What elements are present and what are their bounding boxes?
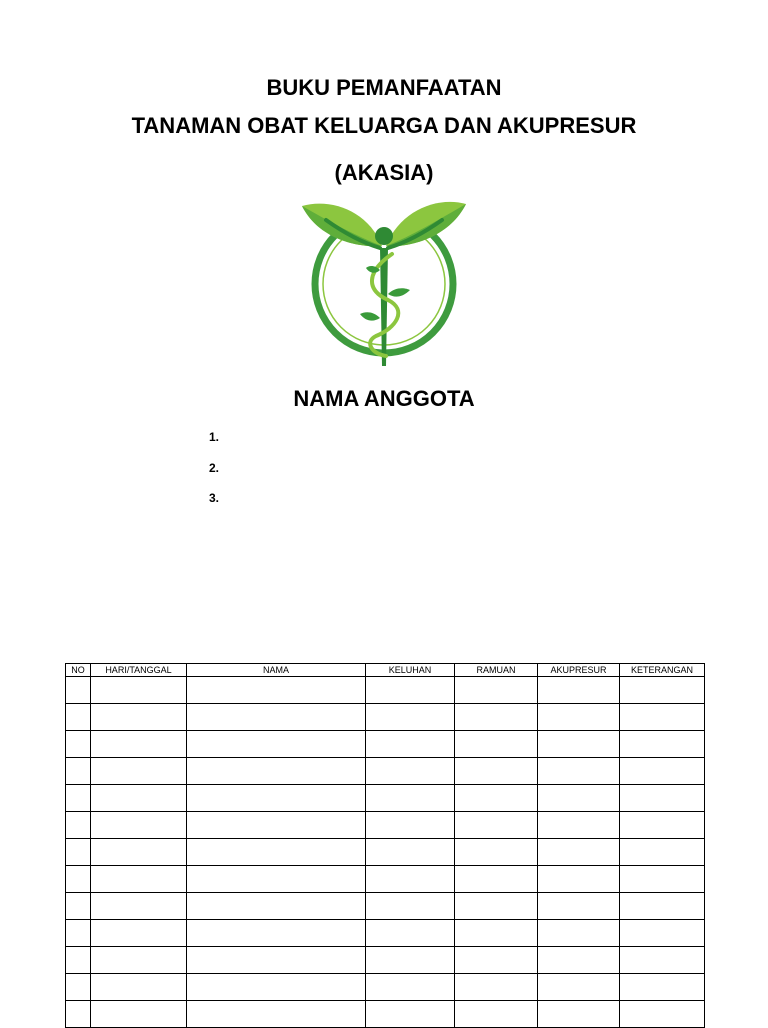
- table-cell: [91, 839, 187, 866]
- table-header-row: [66, 664, 705, 677]
- table-cell: [187, 1001, 366, 1028]
- table-cell: [455, 704, 538, 731]
- table-cell: [91, 677, 187, 704]
- table-cell: [366, 1001, 455, 1028]
- table-cell: [187, 812, 366, 839]
- table-cell: [455, 920, 538, 947]
- table-cell: [538, 785, 620, 812]
- table-row: [66, 920, 705, 947]
- table-cell: [538, 920, 620, 947]
- table-cell: [620, 704, 705, 731]
- table-cell: [66, 704, 91, 731]
- table-cell: [538, 704, 620, 731]
- table-cell: [538, 812, 620, 839]
- table-cell: [66, 785, 91, 812]
- table-cell: [538, 758, 620, 785]
- table-cell: [187, 677, 366, 704]
- usage-log-table: [65, 663, 705, 1028]
- table-cell: [620, 947, 705, 974]
- table-row: [66, 758, 705, 785]
- table-cell: [187, 839, 366, 866]
- table-cell: [366, 920, 455, 947]
- table-cell: [66, 677, 91, 704]
- table-row: [66, 947, 705, 974]
- table-cell: [187, 731, 366, 758]
- table-row: [66, 893, 705, 920]
- table-cell: [366, 812, 455, 839]
- table-cell: [455, 947, 538, 974]
- table-cell: [455, 866, 538, 893]
- table-cell: [455, 893, 538, 920]
- table-cell: [366, 785, 455, 812]
- table-cell: [620, 731, 705, 758]
- table-cell: [91, 920, 187, 947]
- table-cell: [66, 812, 91, 839]
- table-cell: [91, 947, 187, 974]
- table-row: [66, 677, 705, 704]
- table-cell: [91, 974, 187, 1001]
- table-cell: [538, 1001, 620, 1028]
- table-row: [66, 785, 705, 812]
- table-row: [66, 866, 705, 893]
- header-no: NO: [66, 664, 91, 677]
- table-cell: [620, 1001, 705, 1028]
- table-cell: [538, 677, 620, 704]
- table-cell: [66, 1001, 91, 1028]
- table-cell: [620, 866, 705, 893]
- table-cell: [366, 974, 455, 1001]
- table-cell: [366, 866, 455, 893]
- leaf-caduceus-logo-icon: [296, 198, 472, 366]
- title-line-2: TANAMAN OBAT KELUARGA DAN AKUPRESUR: [131, 113, 637, 138]
- table-cell: [66, 731, 91, 758]
- table-cell: [620, 812, 705, 839]
- table-cell: [538, 893, 620, 920]
- table-cell: [538, 866, 620, 893]
- logo-person-head: [375, 227, 393, 245]
- table-cell: [538, 947, 620, 974]
- table-cell: [538, 974, 620, 1001]
- table-cell: [455, 839, 538, 866]
- title-line-3: (AKASIA): [334, 160, 434, 185]
- table-cell: [366, 839, 455, 866]
- member-item-1: 1.: [209, 430, 220, 444]
- table-cell: [66, 893, 91, 920]
- table-row: [66, 704, 705, 731]
- table-cell: [187, 758, 366, 785]
- table-cell: [187, 974, 366, 1001]
- table-cell: [66, 947, 91, 974]
- table-row: [66, 1001, 705, 1028]
- header-akupresur: AKUPRESUR: [538, 664, 620, 677]
- table-cell: [187, 947, 366, 974]
- table-cell: [455, 812, 538, 839]
- table-cell: [538, 839, 620, 866]
- table-row: [66, 974, 705, 1001]
- table-cell: [187, 704, 366, 731]
- header-ramuan: RAMUAN: [455, 664, 538, 677]
- title-line-1: BUKU PEMANFAATAN: [266, 75, 502, 100]
- table-row: [66, 731, 705, 758]
- member-item-3: 3.: [209, 491, 220, 505]
- table-cell: [620, 893, 705, 920]
- table-cell: [66, 974, 91, 1001]
- table-cell: [366, 677, 455, 704]
- table-cell: [620, 920, 705, 947]
- member-item-2: 2.: [209, 461, 220, 475]
- header-keterangan: KETERANGAN: [620, 664, 705, 677]
- header-hari-tanggal: HARI/TANGGAL: [91, 664, 187, 677]
- table-cell: [455, 785, 538, 812]
- table-row: [66, 812, 705, 839]
- table-cell: [455, 758, 538, 785]
- table-cell: [366, 704, 455, 731]
- table-cell: [538, 731, 620, 758]
- table-cell: [91, 758, 187, 785]
- table-cell: [620, 785, 705, 812]
- table-cell: [455, 731, 538, 758]
- table-cell: [66, 758, 91, 785]
- header-nama: NAMA: [187, 664, 366, 677]
- table-cell: [66, 920, 91, 947]
- table-cell: [187, 866, 366, 893]
- table-cell: [620, 839, 705, 866]
- table-body: [66, 677, 705, 1028]
- table-cell: [91, 866, 187, 893]
- header-keluhan: KELUHAN: [366, 664, 455, 677]
- table-cell: [91, 1001, 187, 1028]
- members-heading: NAMA ANGGOTA: [293, 386, 475, 411]
- table-cell: [66, 866, 91, 893]
- table-cell: [455, 677, 538, 704]
- table-cell: [366, 758, 455, 785]
- table-cell: [366, 947, 455, 974]
- table-cell: [66, 839, 91, 866]
- table-cell: [91, 812, 187, 839]
- table-cell: [620, 974, 705, 1001]
- table-cell: [455, 974, 538, 1001]
- table-cell: [91, 731, 187, 758]
- table-cell: [91, 785, 187, 812]
- table-cell: [91, 704, 187, 731]
- table-cell: [455, 1001, 538, 1028]
- table-cell: [187, 893, 366, 920]
- table-cell: [366, 893, 455, 920]
- table-cell: [366, 731, 455, 758]
- table-cell: [620, 677, 705, 704]
- table-cell: [91, 893, 187, 920]
- table-cell: [187, 785, 366, 812]
- table-cell: [187, 920, 366, 947]
- table-cell: [620, 758, 705, 785]
- table-row: [66, 839, 705, 866]
